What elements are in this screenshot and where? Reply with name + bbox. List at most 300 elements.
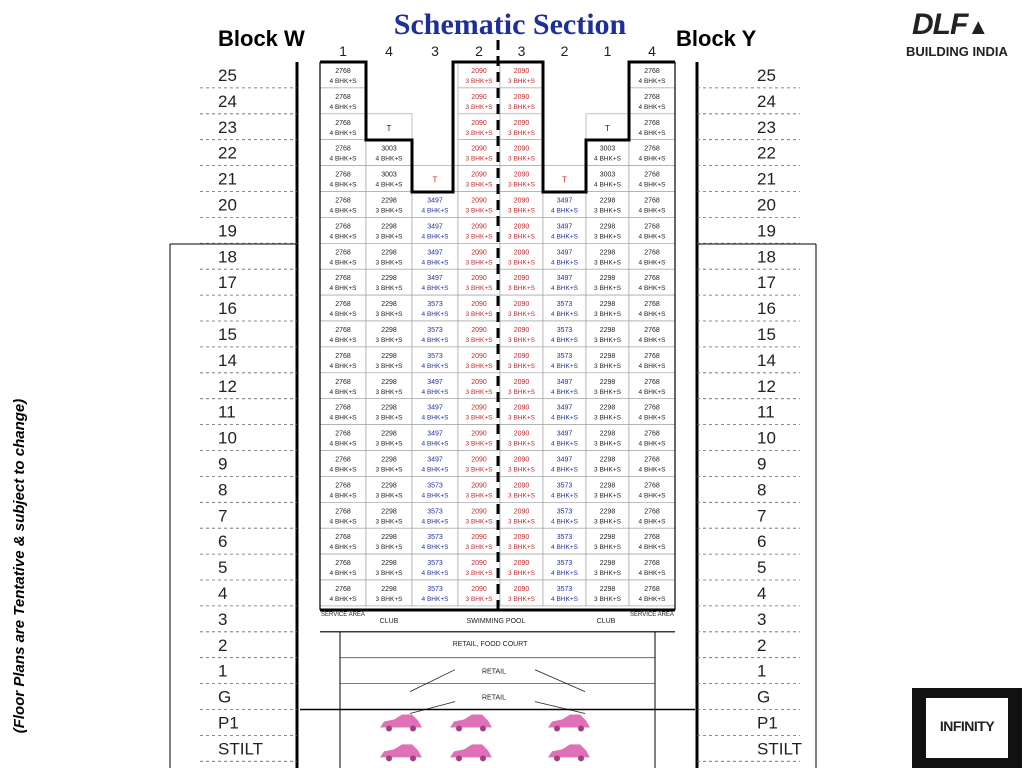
unit-area: 2090 [513, 197, 530, 205]
unit-area: 2298 [381, 249, 397, 257]
car-wheel [456, 726, 462, 732]
floor-label-left: 23 [218, 117, 237, 137]
unit-type: 4 BHK+S [421, 388, 449, 396]
unit-type: 3 BHK+S [375, 207, 403, 215]
floor-label-right: 6 [757, 532, 767, 552]
unit-type: 3 BHK+S [508, 78, 535, 85]
unit-area: 2090 [471, 560, 487, 568]
unit-type: 4 BHK+S [421, 362, 449, 370]
unit-type: 3 BHK+S [594, 233, 621, 241]
unit-type: 3 BHK+S [594, 466, 621, 474]
unit-area: 2768 [335, 93, 351, 101]
unit-area: 2090 [513, 327, 530, 334]
unit-type: 4 BHK+S [638, 285, 666, 293]
block-w-label: Block W [218, 26, 305, 51]
floor-label-right: 17 [757, 273, 776, 293]
unit-area: 2768 [335, 560, 351, 568]
unit-type: 4 BHK+S [551, 466, 578, 474]
car-icon [548, 744, 590, 757]
unit-area: 2090 [513, 430, 530, 438]
unit-area: 3497 [556, 275, 573, 283]
club-right: CLUB [596, 617, 616, 625]
floor-label-left: 3 [218, 609, 228, 629]
floor-label-right: 24 [757, 91, 776, 111]
car-wheel [578, 755, 584, 761]
unit-type: 3 BHK+S [465, 285, 493, 293]
unit-type: 4 BHK+S [329, 207, 357, 215]
unit-area: 2768 [644, 145, 660, 153]
unit-area: 2090 [471, 456, 487, 464]
unit-type: 4 BHK+S [421, 544, 449, 552]
unit-type: 4 BHK+S [421, 518, 449, 526]
unit-type: 3 BHK+S [465, 78, 493, 85]
unit-area: 2090 [471, 301, 487, 309]
unit-type: 4 BHK+S [551, 362, 578, 370]
unit-type: 3 BHK+S [375, 259, 403, 267]
side-note: (Floor Plans are Tentative & subject to change) [11, 398, 28, 734]
floor-label-left: 19 [218, 221, 237, 241]
unit-type: 4 BHK+S [638, 492, 666, 500]
unit-type: 4 BHK+S [329, 518, 357, 526]
unit-type: 4 BHK+S [551, 440, 578, 448]
floor-label-left: 15 [218, 325, 237, 344]
unit-area: 2768 [335, 482, 351, 490]
unit-type: 4 BHK+S [638, 362, 666, 370]
column-label: 1 [603, 43, 612, 59]
unit-area: 2768 [335, 327, 351, 334]
unit-area: 3497 [427, 223, 443, 231]
floor-label-right: 3 [757, 609, 767, 629]
unit-area: 3573 [556, 482, 573, 490]
unit-type: 3 BHK+S [594, 207, 621, 215]
unit-area: 3573 [556, 508, 573, 516]
unit-type: 3 BHK+S [465, 570, 493, 578]
unit-type: 3 BHK+S [375, 440, 403, 448]
unit-type: 4 BHK+S [329, 129, 357, 137]
unit-type: 3 BHK+S [508, 492, 535, 500]
service-area-left: SERVICE AREA [321, 611, 365, 618]
unit-type: 4 BHK+S [421, 337, 449, 344]
unit-type: 4 BHK+S [551, 233, 578, 241]
unit-area: 2768 [335, 68, 351, 75]
unit-type: 3 BHK+S [508, 207, 535, 215]
unit-area: 2768 [335, 404, 351, 412]
retail-line-3 [410, 702, 455, 714]
unit-type: 4 BHK+S [551, 311, 578, 319]
unit-area: 2090 [471, 508, 487, 516]
unit-type: 4 BHK+S [375, 155, 403, 163]
unit-area: 2090 [471, 404, 487, 412]
unit-type: 4 BHK+S [638, 207, 666, 215]
unit-type: 3 BHK+S [508, 570, 535, 578]
unit-type: 3 BHK+S [594, 285, 621, 293]
unit-area: 3573 [556, 534, 573, 542]
unit-area: 3003 [599, 171, 616, 179]
car-icon [380, 715, 422, 728]
unit-type: 4 BHK+S [638, 466, 666, 474]
unit-area: 2298 [381, 430, 397, 438]
unit-area: 2768 [644, 586, 660, 593]
unit-type: 3 BHK+S [594, 440, 621, 448]
unit-type: 3 BHK+S [508, 155, 535, 163]
unit-area: 2768 [335, 275, 351, 283]
unit-type: 3 BHK+S [508, 518, 535, 526]
unit-type: 4 BHK+S [638, 570, 666, 578]
unit-type: 3 BHK+S [508, 181, 535, 189]
unit-area: 2090 [471, 171, 487, 179]
unit-area: 2298 [381, 378, 397, 386]
unit-area: 3497 [556, 378, 573, 386]
unit-type: 4 BHK+S [421, 285, 449, 293]
car-icon [450, 715, 492, 728]
unit-area: 2090 [513, 508, 530, 516]
unit-area: 2298 [599, 534, 616, 542]
unit-area: 2768 [644, 93, 660, 101]
unit-area: 2090 [513, 456, 530, 464]
unit-type: 4 BHK+S [329, 103, 357, 111]
car-wheel [410, 726, 416, 732]
unit-area: 2768 [335, 534, 351, 542]
unit-type: 3 BHK+S [465, 181, 493, 189]
unit-type: 4 BHK+S [551, 259, 578, 267]
unit-area: 3497 [556, 223, 573, 231]
unit-type: 3 BHK+S [594, 518, 621, 526]
unit-type: 4 BHK+S [551, 518, 578, 526]
floor-label-left: P1 [218, 713, 239, 733]
unit-area: 3003 [381, 171, 397, 179]
floor-label-left: 20 [218, 195, 237, 215]
unit-area: 2768 [335, 456, 351, 464]
unit-type: 3 BHK+S [594, 362, 621, 370]
car-wheel [480, 726, 486, 732]
unit-area: 2768 [644, 378, 660, 386]
unit-area: 2090 [471, 249, 487, 257]
unit-area: 2768 [335, 301, 351, 309]
unit-type: 3 BHK+S [508, 440, 535, 448]
terrace-label: T [562, 175, 567, 185]
unit-type: 3 BHK+S [465, 492, 493, 500]
unit-area: 2090 [471, 430, 487, 438]
unit-type: 4 BHK+S [551, 285, 578, 293]
unit-type: 3 BHK+S [508, 103, 535, 111]
unit-area: 2090 [513, 68, 530, 75]
floor-label-right: 25 [757, 66, 776, 85]
unit-area: 2298 [381, 352, 397, 360]
car-wheel [554, 726, 560, 732]
dlf-logo: DLF▲ [912, 8, 989, 41]
column-label: 2 [560, 43, 569, 59]
unit-type: 3 BHK+S [594, 544, 621, 552]
unit-type: 3 BHK+S [465, 466, 493, 474]
floor-label-right: 19 [757, 221, 776, 241]
retail-1: RETAIL [482, 668, 506, 676]
unit-area: 2090 [513, 404, 530, 412]
unit-type: 3 BHK+S [594, 596, 621, 603]
unit-area: 3573 [427, 327, 443, 334]
unit-area: 2298 [381, 197, 397, 205]
unit-area: 2298 [599, 482, 616, 490]
floor-label-right: 11 [757, 402, 775, 422]
floor-label-right: 12 [757, 376, 776, 396]
unit-area: 2768 [644, 275, 660, 283]
unit-area: 3497 [556, 456, 573, 464]
unit-type: 4 BHK+S [551, 570, 578, 578]
unit-type: 4 BHK+S [551, 596, 578, 603]
unit-area: 2298 [381, 275, 397, 283]
unit-type: 4 BHK+S [329, 492, 357, 500]
unit-area: 2090 [471, 482, 487, 490]
unit-area: 2768 [335, 197, 351, 205]
floor-label-right: 9 [757, 454, 767, 474]
unit-type: 3 BHK+S [465, 233, 493, 241]
unit-type: 3 BHK+S [465, 207, 493, 215]
unit-area: 2768 [644, 482, 660, 490]
unit-type: 3 BHK+S [508, 285, 535, 293]
unit-area: 2768 [644, 560, 660, 568]
unit-area: 2768 [644, 508, 660, 516]
unit-type: 3 BHK+S [594, 311, 621, 319]
unit-area: 3573 [556, 560, 573, 568]
unit-type: 4 BHK+S [329, 337, 357, 344]
unit-type: 3 BHK+S [375, 311, 403, 319]
unit-area: 3497 [427, 197, 443, 205]
unit-type: 3 BHK+S [508, 544, 535, 552]
car-wheel [456, 755, 462, 761]
retail-line-1 [410, 670, 455, 692]
unit-type: 4 BHK+S [638, 414, 666, 422]
floor-label-right: 8 [757, 480, 767, 500]
unit-type: 3 BHK+S [375, 233, 403, 241]
unit-area: 2298 [599, 275, 616, 283]
unit-type: 4 BHK+S [638, 129, 666, 137]
unit-type: 4 BHK+S [329, 466, 357, 474]
unit-type: 4 BHK+S [421, 259, 449, 267]
unit-area: 2090 [513, 586, 530, 593]
floor-label-right: 23 [757, 117, 776, 137]
unit-type: 4 BHK+S [638, 259, 666, 267]
unit-area: 2298 [599, 327, 616, 334]
unit-type: 4 BHK+S [329, 285, 357, 293]
car-wheel [410, 755, 416, 761]
unit-area: 3497 [427, 430, 443, 438]
unit-type: 3 BHK+S [594, 414, 621, 422]
unit-area: 2298 [599, 586, 616, 593]
unit-area: 2768 [644, 223, 660, 231]
unit-type: 3 BHK+S [465, 155, 493, 163]
car-icon [380, 744, 422, 757]
car-wheel [386, 755, 392, 761]
floor-label-left: 22 [218, 143, 237, 163]
unit-area: 2298 [381, 534, 397, 542]
unit-area: 2090 [471, 197, 487, 205]
unit-type: 3 BHK+S [465, 362, 493, 370]
unit-area: 2090 [471, 119, 487, 127]
unit-type: 4 BHK+S [329, 362, 357, 370]
floor-label-right: 2 [757, 635, 767, 655]
unit-type: 3 BHK+S [465, 259, 493, 267]
floor-label-right: G [757, 687, 771, 707]
floor-label-right: 16 [757, 299, 776, 319]
unit-type: 4 BHK+S [329, 414, 357, 422]
unit-type: 4 BHK+S [421, 414, 449, 422]
unit-area: 3497 [556, 249, 573, 257]
unit-area: 2768 [335, 430, 351, 438]
unit-area: 2090 [471, 275, 487, 283]
floor-label-right: P1 [757, 713, 778, 733]
floor-label-left: 11 [218, 402, 236, 422]
unit-area: 3573 [556, 586, 573, 593]
unit-area: 2298 [381, 456, 397, 464]
unit-type: 4 BHK+S [329, 596, 357, 603]
unit-type: 3 BHK+S [465, 388, 493, 396]
unit-area: 2768 [644, 249, 660, 257]
unit-type: 4 BHK+S [375, 181, 403, 189]
car-icon [548, 715, 590, 728]
unit-type: 3 BHK+S [508, 233, 535, 241]
unit-area: 2768 [335, 249, 351, 257]
unit-area: 2090 [471, 352, 487, 360]
unit-type: 3 BHK+S [465, 414, 493, 422]
unit-area: 2298 [381, 301, 397, 309]
unit-area: 2298 [599, 301, 616, 309]
unit-area: 2768 [335, 378, 351, 386]
unit-area: 3497 [427, 249, 443, 257]
terrace-label: T [432, 175, 438, 185]
unit-type: 4 BHK+S [329, 440, 357, 448]
unit-type: 3 BHK+S [375, 414, 403, 422]
unit-area: 2090 [471, 534, 487, 542]
column-label: 3 [517, 43, 526, 59]
unit-type: 4 BHK+S [551, 492, 578, 500]
unit-area: 2768 [335, 223, 351, 231]
unit-type: 3 BHK+S [594, 492, 621, 500]
unit-type: 3 BHK+S [465, 440, 493, 448]
unit-area: 3573 [427, 482, 443, 490]
unit-type: 4 BHK+S [594, 181, 621, 189]
unit-type: 3 BHK+S [375, 362, 403, 370]
unit-area: 3573 [427, 508, 443, 516]
unit-area: 2768 [644, 197, 660, 205]
floor-label-right: 15 [757, 325, 776, 344]
unit-area: 3573 [427, 352, 443, 360]
unit-area: 2090 [513, 119, 530, 127]
floor-label-left: 7 [218, 506, 228, 526]
floor-label-left: G [218, 687, 232, 707]
car-wheel [554, 755, 560, 761]
unit-type: 4 BHK+S [638, 78, 666, 85]
unit-type: 4 BHK+S [421, 207, 449, 215]
unit-type: 3 BHK+S [375, 337, 403, 344]
floor-label-right: 20 [757, 195, 776, 215]
floor-label-left: 1 [218, 661, 228, 681]
unit-type: 3 BHK+S [465, 337, 493, 344]
unit-area: 2298 [381, 508, 397, 516]
column-label: 4 [385, 43, 393, 59]
unit-area: 2298 [599, 223, 616, 231]
unit-area: 2298 [381, 560, 397, 568]
column-label: 3 [431, 43, 439, 59]
terrace-label: T [386, 123, 392, 133]
unit-type: 3 BHK+S [508, 362, 535, 370]
unit-type: 4 BHK+S [638, 155, 666, 163]
unit-type: 3 BHK+S [508, 414, 535, 422]
unit-area: 2090 [513, 93, 530, 101]
unit-area: 2090 [513, 171, 530, 179]
floor-label-left: 9 [218, 454, 228, 474]
unit-type: 3 BHK+S [375, 596, 403, 603]
unit-type: 3 BHK+S [465, 518, 493, 526]
retail-line-2 [535, 670, 585, 692]
floor-label-right: 14 [757, 350, 776, 370]
floor-label-left: 12 [218, 376, 237, 396]
unit-area: 3573 [556, 327, 573, 334]
unit-area: 3573 [427, 301, 443, 309]
unit-type: 3 BHK+S [508, 259, 535, 267]
column-label: 1 [339, 43, 347, 59]
unit-type: 3 BHK+S [508, 129, 535, 137]
floor-label-left: 6 [218, 532, 228, 552]
unit-type: 4 BHK+S [551, 414, 578, 422]
unit-area: 2298 [381, 223, 397, 231]
retail-food-court: RETAIL, FOOD COURT [452, 640, 528, 648]
floor-label-right: 21 [757, 169, 776, 189]
unit-type: 4 BHK+S [329, 155, 357, 163]
unit-type: 4 BHK+S [421, 570, 449, 578]
unit-type: 3 BHK+S [375, 492, 403, 500]
swimming-pool: SWIMMING POOL [466, 617, 526, 625]
unit-type: 4 BHK+S [329, 544, 357, 552]
unit-type: 4 BHK+S [638, 181, 666, 189]
retail-g: RETAIL [482, 694, 506, 702]
floor-label-left: 4 [218, 584, 228, 603]
unit-type: 3 BHK+S [375, 466, 403, 474]
unit-type: 4 BHK+S [638, 103, 666, 111]
unit-type: 4 BHK+S [551, 544, 578, 552]
unit-area: 2090 [513, 482, 530, 490]
unit-type: 4 BHK+S [638, 596, 666, 603]
unit-type: 3 BHK+S [508, 596, 535, 603]
service-area-right: SERVICE AREA [630, 611, 674, 618]
retail-line-4 [535, 702, 585, 714]
floor-label-right: 22 [757, 143, 776, 163]
unit-area: 3573 [556, 301, 573, 309]
unit-type: 4 BHK+S [329, 311, 357, 319]
floor-label-left: 5 [218, 558, 228, 578]
unit-type: 4 BHK+S [638, 311, 666, 319]
floor-label-left: 8 [218, 480, 228, 500]
unit-type: 3 BHK+S [594, 337, 621, 344]
unit-type: 3 BHK+S [465, 103, 493, 111]
unit-type: 3 BHK+S [594, 388, 621, 396]
unit-area: 2768 [644, 534, 660, 542]
floor-label-right: 7 [757, 506, 767, 526]
unit-area: 2768 [644, 171, 660, 179]
unit-area: 3497 [427, 456, 443, 464]
unit-area: 2768 [644, 327, 660, 334]
unit-area: 2090 [513, 560, 530, 568]
unit-type: 4 BHK+S [329, 388, 357, 396]
unit-type: 4 BHK+S [638, 518, 666, 526]
car-wheel [386, 726, 392, 732]
unit-type: 4 BHK+S [594, 155, 621, 163]
unit-area: 2090 [513, 275, 530, 283]
unit-area: 2298 [599, 197, 616, 205]
unit-area: 2090 [513, 223, 530, 231]
floor-label-left: 17 [218, 273, 237, 293]
unit-type: 4 BHK+S [329, 78, 357, 85]
unit-type: 4 BHK+S [638, 337, 666, 344]
block-y-label: Block Y [676, 26, 757, 51]
